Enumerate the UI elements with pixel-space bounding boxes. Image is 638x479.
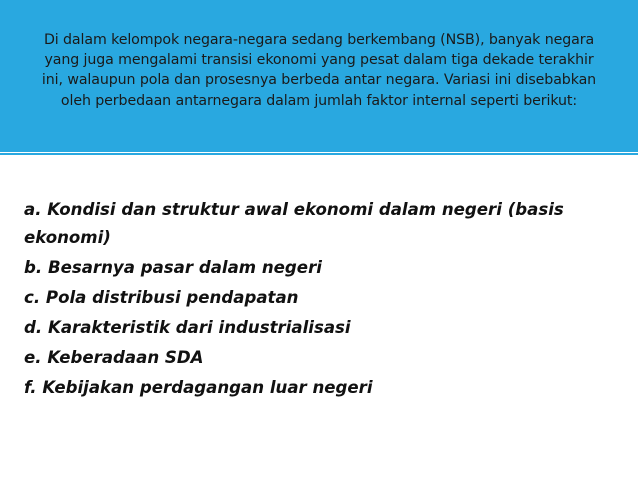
factor-item-f: f. Kebijakan perdagangan luar negeri	[24, 378, 373, 397]
header-band	[0, 0, 638, 152]
factor-item-a: a. Kondisi dan struktur awal ekonomi dalam negeri (basis ekonomi)	[24, 200, 564, 247]
header-paragraph: Di dalam kelompok negara-negara sedang berkembang (NSB), banyak negara yang juga mengalami transisi ekonomi yang pesat dalam tiga dekade terakhir ini, walaupun pola dan prosesnya berbeda antar negara. Variasi ini disebabkan oleh perbedaan antarnegara dalam jumlah faktor internal seperti berikut:	[41, 32, 597, 109]
factor-list	[24, 196, 594, 404]
factor-item-e: e. Keberadaan SDA	[24, 348, 204, 367]
header-divider	[0, 153, 638, 155]
factor-item-c: c. Pola distribusi pendapatan	[24, 288, 299, 307]
factor-item-b: b. Besarnya pasar dalam negeri	[24, 258, 322, 277]
factor-item-d: d. Karakteristik dari industrialisasi	[24, 318, 351, 337]
